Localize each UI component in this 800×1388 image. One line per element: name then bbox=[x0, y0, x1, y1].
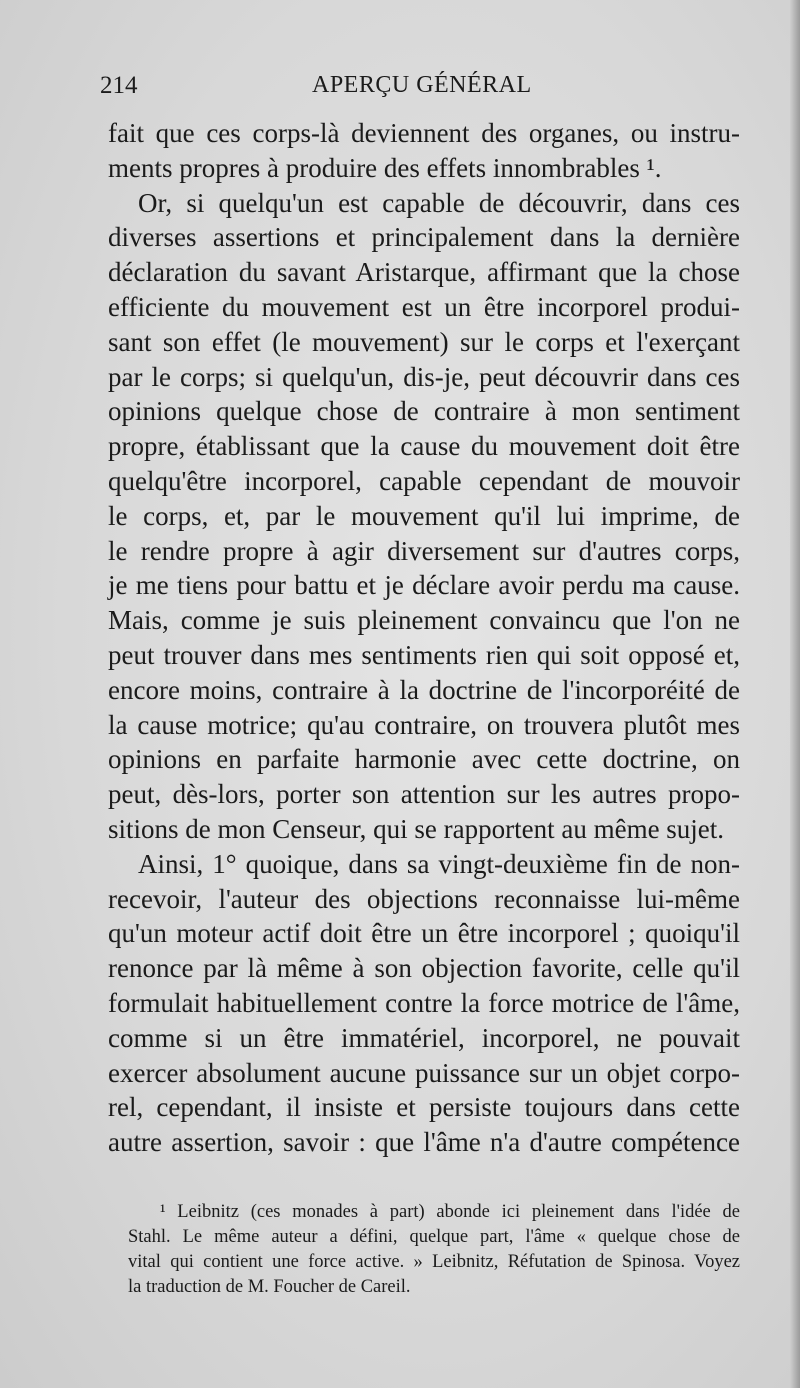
text-line: sitions de mon Censeur, qui se rapportent au même sujet. bbox=[108, 813, 725, 844]
text-line: opinions en parfaite harmonie avec cette doctrine, on bbox=[108, 744, 740, 775]
text-line: formulait habituellement contre la force motrice de l'âme, bbox=[108, 987, 740, 1018]
text-line: peut trouver dans mes sentiments rien qui soit opposé et, bbox=[108, 639, 740, 670]
footnote-line: ¹ Leibnitz (ces monades à part) abonde ici pleinement dans l'idée de bbox=[160, 1202, 740, 1222]
running-title: APERÇU GÉNÉRAL bbox=[312, 72, 532, 98]
text-line: rel, cependant, il insiste et persiste toujours dans cette bbox=[108, 1092, 740, 1123]
page-number: 214 bbox=[100, 72, 138, 99]
text-line: renonce par là même à son objection favorite, celle qu'il bbox=[108, 953, 740, 984]
text-line: sant son effet (le mouvement) sur le corps et l'exerçant bbox=[108, 326, 740, 357]
text-line: Mais, comme je suis pleinement convaincu que l'on ne bbox=[108, 605, 740, 636]
text-line: encore moins, contraire à la doctrine de l'incorporéité de bbox=[108, 674, 740, 705]
text-line: Or, si quelqu'un est capable de découvrir, dans ces bbox=[138, 187, 740, 218]
text-line: le corps, et, par le mouvement qu'il lui imprime, de bbox=[108, 500, 740, 531]
text-line: je me tiens pour battu et je déclare avoir perdu ma cause. bbox=[108, 570, 740, 601]
footnotes bbox=[128, 1200, 740, 1300]
text-line: propre, établissant que la cause du mouvement doit être bbox=[108, 431, 740, 462]
text-line: déclaration du savant Aristarque, affirmant que la chose bbox=[108, 257, 740, 288]
text-line: ments propres à produire des effets innombrables ¹. bbox=[108, 152, 662, 183]
text-line: efficiente du mouvement est un être incorporel produi- bbox=[108, 291, 740, 322]
text-line: autre assertion, savoir : que l'âme n'a d'autre compétence bbox=[108, 1127, 740, 1158]
text-line: Ainsi, 1° quoique, dans sa vingt-deuxième fin de non- bbox=[138, 848, 740, 879]
text-line: qu'un moteur actif doit être un être incorporel ; quoiqu'il bbox=[108, 918, 740, 949]
text-line: recevoir, l'auteur des objections reconnaisse lui-même bbox=[108, 883, 740, 914]
footnote-line: la traduction de M. Foucher de Careil. bbox=[128, 1277, 411, 1297]
text-line: peut, dès-lors, porter son attention sur les autres propo- bbox=[108, 779, 740, 810]
text-line: par le corps; si quelqu'un, dis-je, peut découvrir dans ces bbox=[108, 361, 740, 392]
footnote-line: vital qui contient une force active. » Leibnitz, Réfutation de Spinosa. Voyez bbox=[128, 1252, 740, 1272]
text-line: le rendre propre à agir diversement sur d'autres corps, bbox=[108, 535, 740, 566]
text-line: opinions quelque chose de contraire à mon sentiment bbox=[108, 396, 740, 427]
page-edge-shadow bbox=[790, 0, 800, 1388]
footnote-line: Stahl. Le même auteur a défini, quelque part, l'âme « quelque chose de bbox=[128, 1227, 740, 1247]
text-line: fait que ces corps-là deviennent des organes, ou instru- bbox=[108, 118, 740, 148]
text-line: quelqu'être incorporel, capable cependant de mouvoir bbox=[108, 465, 740, 496]
text-line: comme si un être immatériel, incorporel, ne pouvait bbox=[108, 1022, 740, 1053]
text-line: la cause motrice; qu'au contraire, on trouvera plutôt mes bbox=[108, 709, 740, 740]
page-header bbox=[100, 72, 740, 112]
text-line: exercer absolument aucune puissance sur un objet corpo- bbox=[108, 1057, 740, 1088]
text-line: diverses assertions et principalement dans la dernière bbox=[108, 222, 740, 253]
body-text bbox=[108, 116, 740, 1160]
